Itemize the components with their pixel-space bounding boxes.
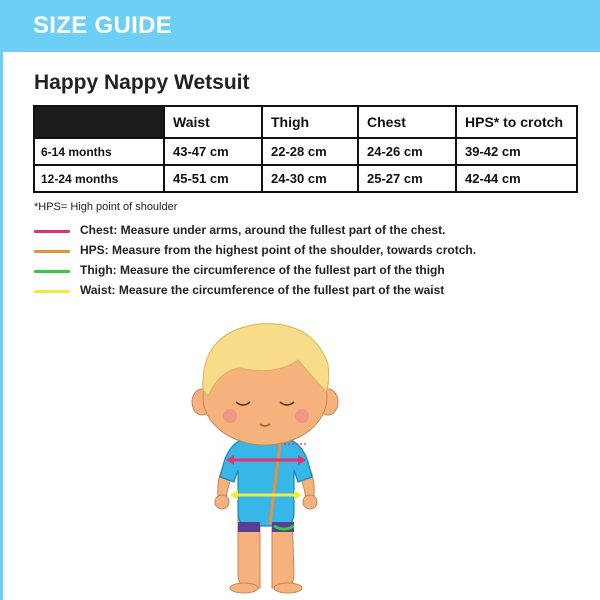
product-title: Happy Nappy Wetsuit	[34, 71, 250, 94]
waist-arrow-left	[230, 490, 238, 500]
chest-line-swatch	[34, 230, 70, 233]
wetsuit-leg-cuff-left	[238, 522, 260, 532]
legend-text: Thigh: Measure the circumference of the fullest part of the thigh	[80, 263, 445, 277]
legend-text: HPS: Measure from the highest point of the shoulder, towards crotch.	[80, 243, 477, 257]
table-row	[34, 165, 577, 192]
baby-wetsuit-illustration	[180, 312, 350, 597]
left-hand	[215, 495, 229, 509]
table-corner-cell	[34, 106, 164, 138]
banner-title: SIZE GUIDE	[33, 12, 173, 39]
header-waist: Waist	[164, 106, 262, 138]
hps-footnote: *HPS= High point of shoulder	[34, 201, 178, 213]
side-accent-strip	[0, 0, 3, 600]
right-foot	[274, 583, 302, 593]
size-guide-banner	[0, 0, 600, 52]
cell-chest: 25-27 cm	[358, 165, 456, 192]
legend-text: Waist: Measure the circumference of the fullest part of the waist	[80, 283, 445, 297]
legend-text: Chest: Measure under arms, around the fullest part of the chest.	[80, 223, 446, 237]
cell-thigh: 22-28 cm	[262, 138, 358, 165]
cell-waist: 45-51 cm	[164, 165, 262, 192]
row-label: 12-24 months	[34, 165, 164, 192]
header-thigh: Thigh	[262, 106, 358, 138]
waist-arrow-right	[294, 490, 302, 500]
size-table	[33, 105, 578, 193]
right-hand	[303, 495, 317, 509]
header-chest: Chest	[358, 106, 456, 138]
row-label: 6-14 months	[34, 138, 164, 165]
thigh-line-swatch	[34, 270, 70, 273]
cheek-right	[295, 409, 309, 423]
waist-line-swatch	[34, 290, 70, 293]
cell-hps: 39-42 cm	[456, 138, 577, 165]
cell-thigh: 24-30 cm	[262, 165, 358, 192]
wetsuit-body	[220, 440, 312, 526]
cell-hps: 42-44 cm	[456, 165, 577, 192]
cell-chest: 24-26 cm	[358, 138, 456, 165]
table-header-row	[34, 106, 577, 138]
table-row	[34, 138, 577, 165]
cheek-left	[223, 409, 237, 423]
header-hps-to-crotch: HPS* to crotch	[456, 106, 577, 138]
hps-line-swatch	[34, 250, 70, 253]
left-foot	[230, 583, 258, 593]
cell-waist: 43-47 cm	[164, 138, 262, 165]
